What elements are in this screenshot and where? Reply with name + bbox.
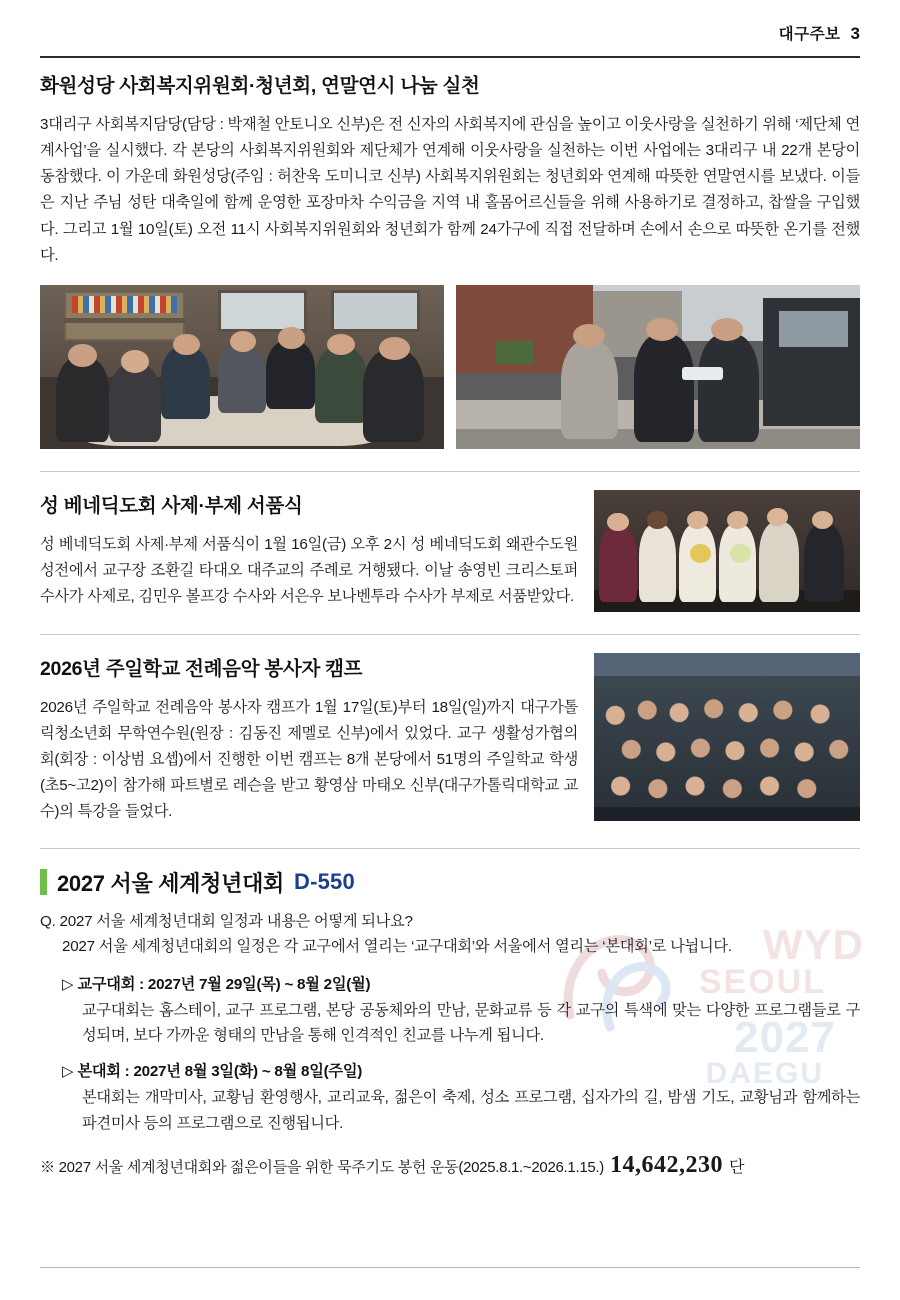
triangle-bullet-icon: ▷ bbox=[62, 975, 74, 993]
publication-title: 대구주보 bbox=[778, 26, 841, 43]
article-hwawon-welfare bbox=[40, 70, 860, 449]
wyd-heading bbox=[40, 867, 860, 898]
wyd-item bbox=[62, 1060, 860, 1135]
article-photo-row bbox=[40, 285, 860, 449]
header-divider bbox=[40, 56, 860, 58]
wyd-item-body: 교구대회는 홈스테이, 교구 프로그램, 본당 공동체와의 만남, 문화교류 등 각 교구의 특색에 맞는 다양한 프로그램들로 구성되며, 보다 가까운 형태의 만남을 통해 인격적인 친교를 나누게 됩니다. bbox=[82, 1001, 860, 1045]
wyd-title: 2027 서울 세계청년대회 bbox=[57, 870, 284, 896]
accent-bar bbox=[40, 869, 47, 895]
wyd-section bbox=[40, 867, 860, 1179]
watermark-line-2: SEOUL bbox=[698, 963, 826, 1001]
photo-camp-group bbox=[594, 653, 860, 821]
wyd-item bbox=[62, 973, 860, 1048]
article-sunday-school-camp bbox=[40, 653, 860, 826]
wyd-item-title-text: 본대회 : 2027년 8월 3일(화) ~ 8월 8일(주일) bbox=[77, 1063, 363, 1081]
article-body: 3대리구 사회복지담당(담당 : 박재철 안토니오 신부)은 전 신자의 사회복지에 관심을 높이고 이웃사랑을 실천하기 위해 ‘제단체 연계사업’을 실시했다. 각 본당의 사회복지위원회와 제단체가 연계해 이웃사랑을 실천하는 이번 사업에는 3대리구 내 22개 본당이 동참했다. 이 가운데 화원성당(주임 : 허찬욱 도미니코 신부) 사회복지위원회는 청년회와 연계해 따뜻한 연말연시를 보냈다. 이들은 지난 주님 성탄 대축일에 함께 운영한 포장마차 수익금을 지역 내 홀몸어르신들을 위해 사용하기로 결정하고, 찹쌀을 구입했다. 그리고 1월 10일(토) 오전 11시 사회복지위원회와 청년회가 함께 24가구에 직접 전달하며 손에서 손으로 따뜻한 온기를 전했다. bbox=[40, 116, 860, 264]
article-body: 성 베네딕도회 사제·부제 서품식이 1월 16일(금) 오후 2시 성 베네딕도회 왜관수도원 성전에서 교구장 조환길 타대오 대주교의 주례로 거행됐다. 이날 송영빈 크리스토퍼 수사가 사제로, 김민우 볼프강 수사와 서은우 보나벤투라 수사가 부제로 서품받았다. bbox=[40, 535, 578, 606]
photo-ordination bbox=[594, 490, 860, 612]
photo-meeting bbox=[40, 285, 444, 449]
wyd-dday-badge: D-550 bbox=[293, 869, 355, 895]
article-benedict-ordination bbox=[40, 490, 860, 612]
article-title: 2026년 주일학교 전례음악 봉사자 캠프 bbox=[40, 657, 363, 680]
wyd-answer: 2027 서울 세계청년대회의 일정은 각 교구에서 열리는 ‘교구대회’와 서울에서 열리는 ‘본대회’로 나뉩니다. bbox=[62, 937, 732, 955]
section-divider-2 bbox=[40, 634, 860, 635]
triangle-bullet-icon: ▷ bbox=[62, 1063, 74, 1081]
wyd-question: Q. 2027 서울 세계청년대회 일정과 내용은 어떻게 되나요? bbox=[40, 912, 413, 930]
note-unit: 단 bbox=[728, 1158, 745, 1176]
article-body: 2026년 주일학교 전례음악 봉사자 캠프가 1월 17일(토)부터 18일(일)까지 대구가톨릭청소년회 무학연수원(원장 : 김동진 제멜로 신부)에서 있었다. 교구 생활성가협의회(회장 : 이상범 요셉)에서 진행한 이번 캠프는 8개 본당에서 51명의 주일학교 학생(초5~고2)이 참가해 파트별로 레슨을 받고 황영삼 마태오 신부(대구가톨릭대학교 교수)의 특강을 들었다. bbox=[40, 698, 578, 821]
watermark-line-4: DAEGU bbox=[705, 1057, 824, 1090]
page-header bbox=[779, 22, 860, 44]
page-number: 3 bbox=[850, 24, 860, 43]
note-amount: 14,642,230 bbox=[609, 1151, 723, 1178]
wyd-item-title bbox=[62, 973, 860, 994]
page-content bbox=[40, 70, 860, 1179]
photo-delivery bbox=[456, 285, 860, 449]
article-title: 화원성당 사회복지위원회·청년회, 연말연시 나눔 실천 bbox=[40, 75, 480, 97]
watermark-line-1: WYD bbox=[763, 921, 864, 968]
wyd-item-title-text: 교구대회 : 2027년 7월 29일(목) ~ 8월 2일(월) bbox=[77, 975, 371, 993]
note-text: ※ 2027 서울 세계청년대회와 젊은이들을 위한 묵주기도 봉헌 운동(2025.8.1.~2026.1.15.) bbox=[40, 1158, 604, 1176]
section-divider-3 bbox=[40, 848, 860, 849]
wyd-item-title bbox=[62, 1060, 860, 1081]
section-divider-1 bbox=[40, 471, 860, 472]
footer-divider bbox=[40, 1267, 860, 1268]
watermark-line-3: 2027 bbox=[734, 1013, 836, 1062]
wyd-offering-note bbox=[40, 1152, 860, 1179]
article-title: 성 베네딕도회 사제·부제 서품식 bbox=[40, 494, 303, 517]
wyd-item-body: 본대회는 개막미사, 교황님 환영행사, 교리교육, 젊은이 축제, 성소 프로그램, 십자가의 길, 밤샘 기도, 교황님과 함께하는 파견미사 등의 프로그램으로 진행됩니다. bbox=[82, 1089, 860, 1132]
